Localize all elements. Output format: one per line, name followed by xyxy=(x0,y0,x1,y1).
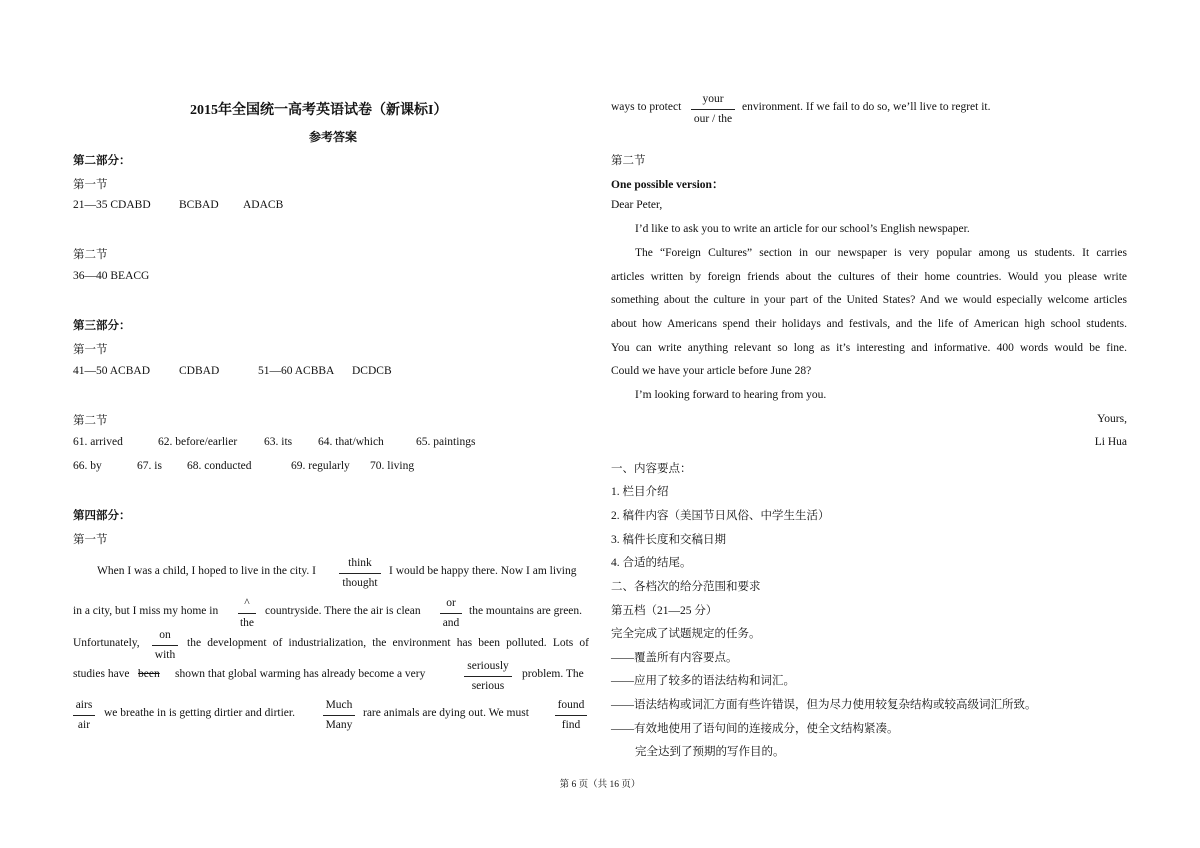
page-subtitle: 参考答案 xyxy=(309,130,358,144)
correction-original: ^ xyxy=(238,598,256,614)
correction-deleted-been: been xyxy=(138,668,160,680)
correction-line3-text: the development of industrialization, the environment has been polluted. Lots of xyxy=(187,637,589,649)
letter-line-text: articles written by foreign friends about the cultures of their home countries. Would you please write xyxy=(611,271,1127,283)
correction-cont-b: environment. If we fail to do so, we’ll live to regret it. xyxy=(742,101,991,113)
grade5-heading: 第五档（21—25 分） xyxy=(611,605,718,617)
correction-fix: air xyxy=(77,718,91,731)
answer-67: 67. is xyxy=(137,460,162,472)
letter-line-text: about how Americans spend their holidays and festivals, and the life of American high school students. xyxy=(611,318,1127,330)
correction-line2-b: countryside. There the air is clean xyxy=(265,605,421,617)
letter-paragraph1: I’d like to ask you to write an article for our school’s English newspaper. xyxy=(635,223,970,235)
letter-paragraph3: I’m looking forward to hearing from you. xyxy=(635,389,827,401)
answer-63: 63. its xyxy=(264,436,293,448)
correction-fix: find xyxy=(561,718,581,731)
grade5-conclusion: 完全达到了预期的写作目的。 xyxy=(635,746,785,758)
correction-insert-the xyxy=(238,598,256,629)
part3-section1-answers-b: CDBAD xyxy=(179,365,220,377)
part2-section1-answers-c: ADACB xyxy=(243,199,284,211)
grade5-description: 完全完成了试题规定的任务。 xyxy=(611,628,761,640)
correction-line1-b: I would be happy there. Now I am living xyxy=(389,565,577,577)
correction-cont-a: ways to protect xyxy=(611,101,682,113)
correction-original: on xyxy=(152,630,178,646)
part2-section2-heading: 第二节 xyxy=(73,249,108,261)
grading-heading: 二、各档次的给分范围和要求 xyxy=(611,581,761,593)
correction-fix: our / the xyxy=(693,112,733,125)
correction-or-and xyxy=(440,598,462,629)
possible-version-heading: One possible version： xyxy=(611,179,724,191)
correction-fix: with xyxy=(154,648,176,661)
correction-line4-b: shown that global warming has already become a very xyxy=(175,668,426,680)
grade5-item-3: ——语法结构或词汇方面有些许错误，但为尽力使用较复杂结构或较高级词汇所致。 xyxy=(611,699,1037,711)
correction-airs-air xyxy=(73,700,95,731)
correction-original: think xyxy=(339,558,381,574)
part3-section1-heading: 第一节 xyxy=(73,344,108,356)
grade5-item-2: ——应用了较多的语法结构和词汇。 xyxy=(611,675,795,687)
correction-think-thought xyxy=(339,558,381,589)
correction-line1-a: When I was a child, I hoped to live in the city. I xyxy=(97,565,316,577)
correction-original: or xyxy=(440,598,462,614)
part3-section1-answers-c: 51—60 ACBBA xyxy=(258,365,335,377)
part3-section2-heading: 第二节 xyxy=(73,415,108,427)
correction-line5-a: we breathe in is getting dirtier and dirtier. xyxy=(104,707,295,719)
correction-original: Much xyxy=(323,700,355,716)
writing-section-heading: 第二节 xyxy=(611,155,646,167)
correction-fix: thought xyxy=(342,576,378,589)
correction-line4-a: studies have xyxy=(73,668,130,680)
letter-paragraph2-last: Could we have your article before June 28? xyxy=(611,365,812,377)
letter-paragraph2-line3 xyxy=(611,294,1127,306)
answer-68: 68. conducted xyxy=(187,460,252,472)
letter-greeting: Dear Peter, xyxy=(611,199,663,211)
part4-section1-heading: 第一节 xyxy=(73,534,108,546)
correction-original: seriously xyxy=(464,661,512,677)
correction-line3-a: Unfortunately, xyxy=(73,637,140,649)
part3-section1-answers-a: 41—50 ACBAD xyxy=(73,365,150,377)
letter-line-text: You can write anything relevant so long as it’s interesting and informative. 400 words would be fine. xyxy=(611,342,1127,354)
letter-paragraph2-line1 xyxy=(635,247,1127,259)
answer-65: 65. paintings xyxy=(416,436,476,448)
correction-seriously-serious xyxy=(464,661,512,692)
content-point-3: 3. 稿件长度和交稿日期 xyxy=(611,534,726,546)
correction-line2-a: in a city, but I miss my home in xyxy=(73,605,219,617)
correction-fix: serious xyxy=(471,679,505,692)
grade5-item-1: ——覆盖所有内容要点。 xyxy=(611,652,738,664)
answer-62: 62. before/earlier xyxy=(158,436,238,448)
content-point-1: 1. 栏目介绍 xyxy=(611,486,669,498)
correction-line5-b: rare animals are dying out. We must xyxy=(363,707,529,719)
correction-original: found xyxy=(555,700,587,716)
answer-66: 66. by xyxy=(73,460,102,472)
part2-section2-answers: 36—40 BEACG xyxy=(73,270,150,282)
correction-fix: the xyxy=(239,616,255,629)
content-points-heading: 一、内容要点： xyxy=(611,463,692,475)
grade5-item-4: ——有效地使用了语句间的连接成分，使全文结构紧凑。 xyxy=(611,723,899,735)
correction-line3-b xyxy=(187,637,589,649)
content-point-4: 4. 合适的结尾。 xyxy=(611,557,692,569)
correction-original: your xyxy=(691,94,735,110)
answer-69: 69. regularly xyxy=(291,460,350,472)
content-point-2: 2. 稿件内容（美国节日风俗、中学生生活） xyxy=(611,510,830,522)
letter-line-text: The “Foreign Cultures” section in our newspaper is very popular among us students. It carries xyxy=(635,247,1127,259)
part4-heading: 第四部分： xyxy=(73,510,131,522)
answer-61: 61. arrived xyxy=(73,436,123,448)
letter-paragraph2-line2 xyxy=(611,271,1127,283)
part2-section1-answers-b: BCBAD xyxy=(179,199,219,211)
correction-much-many xyxy=(323,700,355,731)
part2-section1-heading: 第一节 xyxy=(73,179,108,191)
letter-closing: Yours, xyxy=(1097,413,1127,425)
answer-64: 64. that/which xyxy=(318,436,384,448)
part2-heading: 第二部分： xyxy=(73,155,131,167)
correction-on-with xyxy=(152,630,178,661)
correction-original: airs xyxy=(73,700,95,716)
letter-line-text: something about the culture in your part of the United States? And we would especially welcome articles xyxy=(611,294,1127,306)
correction-fix: Many xyxy=(325,718,353,731)
part3-heading: 第三部分： xyxy=(73,320,131,332)
part3-section1-answers-d: DCDCB xyxy=(352,365,392,377)
page-footer: 第 6 页（共 16 页） xyxy=(559,780,641,790)
correction-found-find xyxy=(555,700,587,731)
correction-line2-c: the mountains are green. xyxy=(469,605,583,617)
letter-paragraph2-line5 xyxy=(611,342,1127,354)
correction-your-our xyxy=(691,94,735,125)
page-title: 2015年全国统一高考英语试卷（新课标I） xyxy=(190,103,448,118)
letter-signature: Li Hua xyxy=(1094,436,1127,448)
part2-section1-answers-a: 21—35 CDABD xyxy=(73,199,151,211)
correction-fix: and xyxy=(442,616,460,629)
answer-70: 70. living xyxy=(370,460,415,472)
letter-paragraph2-line4 xyxy=(611,318,1127,330)
correction-line4-c: problem. The xyxy=(522,668,584,680)
